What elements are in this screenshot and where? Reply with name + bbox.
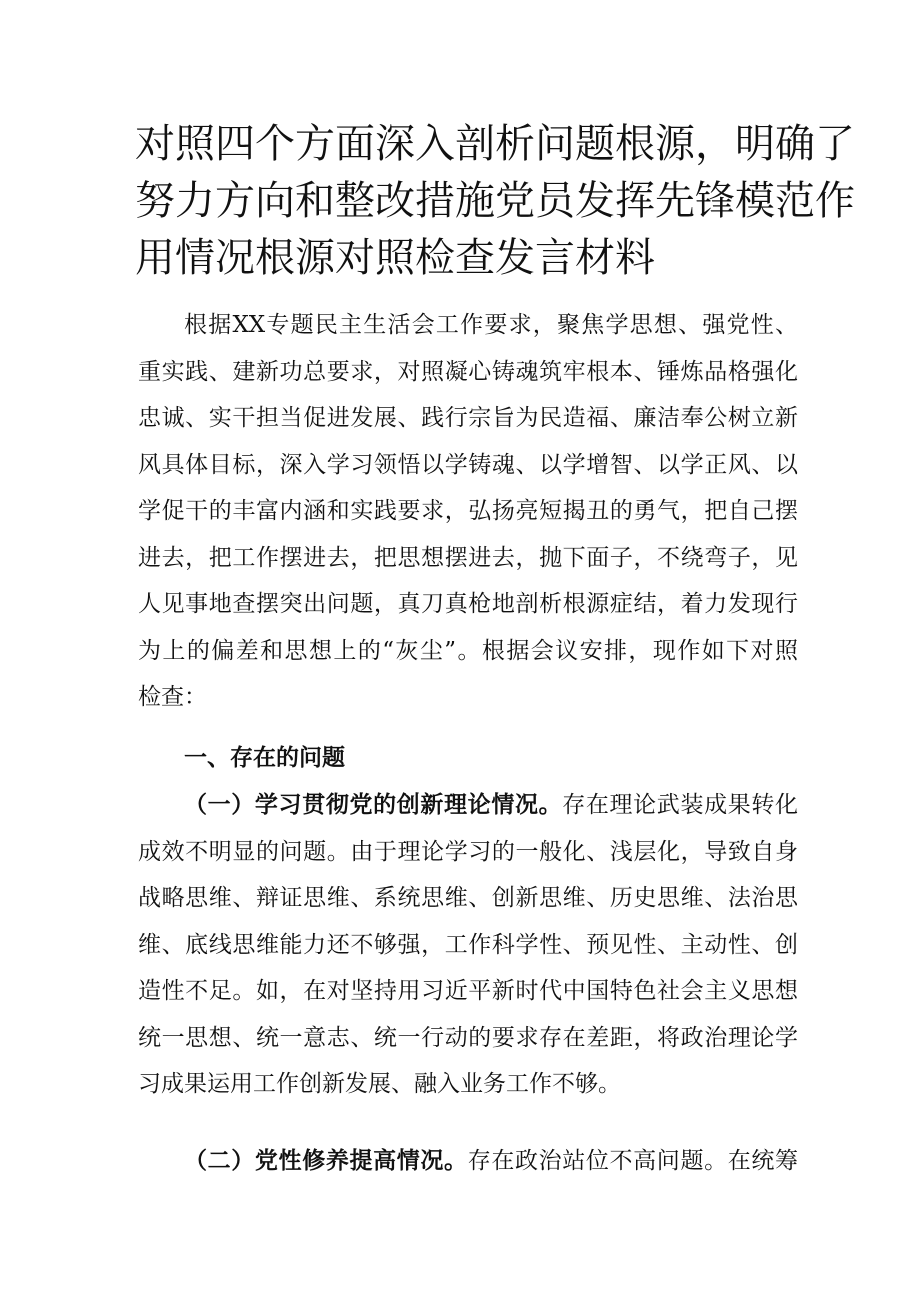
paragraph-line: 成效不明显的问题。由于理论学习的一般化、浅层化，导致自身 [138, 838, 798, 865]
paragraph-line: 风具体目标，深入学习领悟以学铸魂、以学增智、以学正风、以 [138, 451, 798, 478]
paragraph-line: 根据XX专题民主生活会工作要求，聚焦学思想、强党性、 [184, 312, 798, 338]
section-heading-text: 一、存在的问题 [184, 745, 345, 771]
paragraph-line: 为上的偏差和思想上的“灰尘”。根据会议安排，现作如下对照 [138, 637, 798, 664]
paragraph-line: 统一思想、统一意志、统一行动的要求存在差距，将政治理论学 [138, 1024, 798, 1051]
paragraph-first-line [138, 1138, 798, 1185]
intro-paragraph [138, 302, 798, 721]
item-2-heading: （二）党性修养提高情况。 [184, 1147, 468, 1174]
section-heading [138, 735, 798, 782]
paragraph-line: 维、底线思维能力还不够强，工作科学性、预见性、主动性、创 [138, 931, 798, 958]
title-line: 对照四个方面深入剖析问题根源，明确了 [135, 121, 855, 167]
title-line: 努力方向和整改措施党员发挥先锋模范作 [135, 178, 855, 224]
paragraph-line: 重实践、建新功总要求，对照凝心铸魂筑牢根本、锤炼品格强化 [138, 358, 798, 385]
paragraph-line: 战略思维、辩证思维、系统思维、创新思维、历史思维、法治思 [138, 885, 798, 911]
paragraph-first-line [138, 782, 798, 829]
paragraph-line: 人见事地查摆突出问题，真刀真枪地剖析根源症结，着力发现行 [138, 591, 798, 617]
document-title [135, 116, 855, 287]
paragraph-line: 检查： [138, 684, 207, 710]
item-1-paragraph [138, 782, 798, 1108]
paragraph-line: 习成果运用工作创新发展、融入业务工作不够。 [138, 1071, 621, 1097]
item-1-first-line-text: 存在理论武装成果转化 [562, 792, 799, 818]
paragraph-line: 学促干的丰富内涵和实践要求，弘扬亮短揭丑的勇气，把自己摆 [138, 498, 798, 524]
paragraph-line: 进去，把工作摆进去，把思想摆进去，抛下面子，不绕弯子，见 [138, 544, 798, 571]
title-line: 用情况根源对照检查发言材料 [135, 235, 655, 281]
item-2-paragraph [138, 1138, 798, 1185]
item-2-first-line-text: 存在政治站位不高问题。在统筹 [467, 1148, 799, 1174]
paragraph-line: 造性不足。如，在对坚持用习近平新时代中国特色社会主义思想 [138, 978, 798, 1004]
item-1-heading: （一）学习贯彻党的创新理论情况。 [184, 791, 563, 818]
paragraph-line: 忠诚、实干担当促进发展、践行宗旨为民造福、廉洁奉公树立新 [138, 405, 798, 431]
